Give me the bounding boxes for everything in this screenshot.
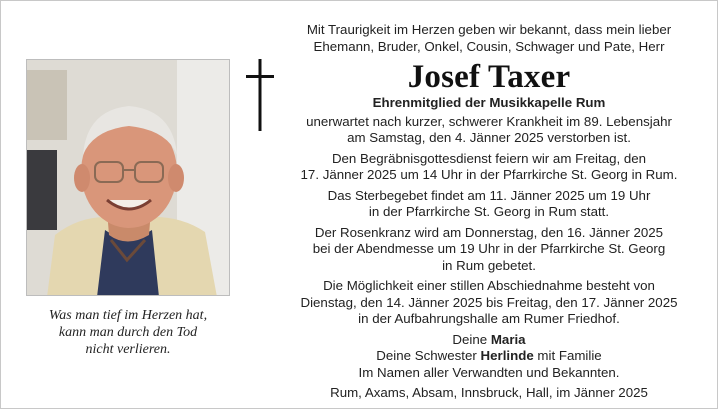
- farewell-line: Dienstag, den 14. Jänner 2025 bis Freitag, den 17. Jänner 2025: [300, 294, 678, 310]
- mourner-name: Herlinde: [480, 348, 534, 363]
- quote-line: Was man tief im Herzen hat,: [48, 308, 208, 323]
- intro-line: Ehemann, Bruder, Onkel, Cousin, Schwager und Pate, Herr: [313, 38, 665, 54]
- place-date: Rum, Axams, Absam, Innsbruck, Hall, im Jänner 2025: [330, 385, 648, 400]
- mourner-prefix: Deine Schwester: [376, 348, 481, 363]
- latin-cross-icon: [246, 59, 274, 131]
- farewell-line: in der Aufbahrungshalle am Rumer Friedhof.: [358, 311, 620, 326]
- quote-line: nicht verlieren.: [85, 342, 171, 357]
- rosary-line: in Rum gebetet.: [442, 257, 536, 273]
- deceased-name: Josef Taxer: [407, 59, 571, 95]
- prayer-line: in der Pfarrkirche St. Georg in Rum statt.: [368, 204, 610, 219]
- farewell-line: Die Möglichkeit einer stillen Abschiednahme besteht von: [323, 278, 655, 293]
- portrait-photo: [26, 59, 230, 296]
- honor-title: Ehrenmitglied der Musikkapelle Rum: [372, 95, 606, 110]
- mourner-name: Maria: [490, 331, 526, 347]
- obituary-text: [289, 22, 689, 402]
- prayer-line: Das Sterbegebet findet am 11. Jänner 2025 um 19 Uhr: [327, 187, 651, 203]
- mourner-suffix: mit Familie: [533, 348, 602, 363]
- quote-line: kann man durch den Tod: [58, 325, 198, 340]
- mourner-sister: [289, 348, 689, 365]
- mourner-prefix: Deine: [452, 331, 491, 347]
- memorial-quote: [23, 307, 233, 358]
- intro-line: Mit Traurigkeit im Herzen geben wir bekannt, dass mein lieber: [306, 22, 672, 37]
- death-line: unerwartet nach kurzer, schwerer Krankheit im 89. Lebensjahr: [306, 113, 672, 129]
- funeral-line: 17. Jänner 2025 um 14 Uhr in der Pfarrkirche St. Georg in Rum.: [300, 167, 678, 182]
- mourner-wife: [289, 332, 689, 349]
- mourner-others: Im Namen aller Verwandten und Bekannten.: [358, 364, 620, 380]
- funeral-line: Den Begräbnisgottesdienst feiern wir am Freitag, den: [331, 150, 647, 166]
- rosary-line: bei der Abendmesse um 19 Uhr in der Pfarrkirche St. Georg: [312, 241, 666, 256]
- rosary-line: Der Rosenkranz wird am Donnerstag, den 16. Jänner 2025: [314, 224, 664, 240]
- death-line: am Samstag, den 4. Jänner 2025 verstorben ist.: [347, 130, 631, 145]
